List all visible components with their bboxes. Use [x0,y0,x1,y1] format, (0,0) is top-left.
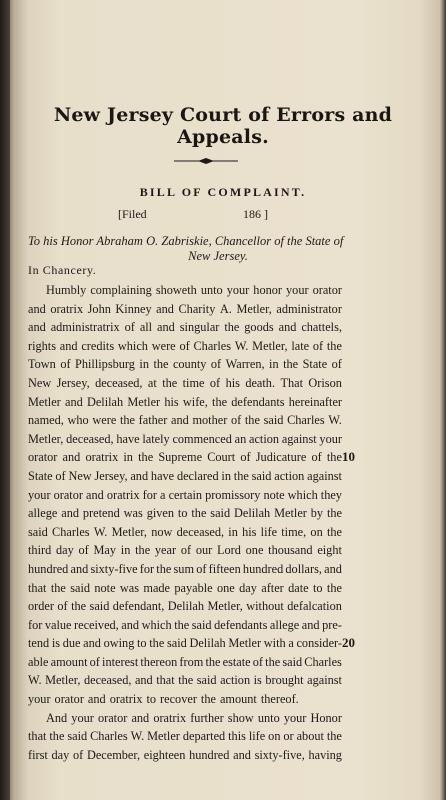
text-line: that the said Charles W. Metler departed this life on or about the [28,729,342,744]
text-line: and oratrix John Kinney and Charity A. Metler, administrator [28,301,342,316]
filed-label: [Filed [118,207,147,221]
text-line: order of the said defendant, Delilah Metler, without defalcation [28,599,342,614]
text-line: State of New Jersey, and have declared in the said action against [28,468,342,483]
text-line: and administratrix of all and singular the goods and chattels, [28,320,342,335]
document-title: New Jersey Court of Errors and Appeals. [53,104,393,148]
text-line: Metler, deceased, have lately commenced an action against your [28,431,342,446]
text-line: your orator and oratrix to recover the amount thereof. [28,692,299,707]
text-line: allege and pretend was given to the said Delilah Metler by the [28,506,342,521]
text-line: first day of December, eighteen hundred and sixty-five, having [28,747,342,762]
text-line: named, who were the father and mother of the said Charles W. [28,413,342,428]
document-page [28,0,418,800]
address-block [28,234,348,264]
text-line: W. Metler, deceased, and that the said action is brought against [28,673,342,688]
filed-stamp [118,207,268,222]
text-line: that the said note was made payable one day after date to the [28,580,342,595]
text-line: third day of May in the year of our Lord one thousand eight [28,543,342,558]
document-subtitle: BILL OF COMPLAINT. [139,185,307,199]
text-line: Town of Phillipsburg in the county of Warren, in the State of [28,357,342,372]
text-line: New Jersey, deceased, at the time of his death. That Orison [28,375,342,390]
text-line: Humbly complaining showeth unto your honor your orator [46,283,342,297]
court-heading: In Chancery. [28,263,97,277]
text-line: Metler and Delilah Metler his wife, the defendants hereinafter [28,394,342,409]
text-line: your orator and oratrix for a certain promissory note which they [28,487,342,502]
text-line: hundred and sixty-five for the sum of fifteen hundred dollars, and [28,561,342,576]
text-line: tend is due and owing to the said Delilah Metler with a consider- [28,636,342,651]
margin-line-number: 20 [342,635,355,651]
complaint-body [28,281,355,764]
filed-year: 186 ] [243,207,268,221]
text-line: orator and oratrix in the Supreme Court of Judicature of the [28,450,342,465]
text-line: said Charles W. Metler, now deceased, in his life time, on the [28,524,342,539]
title-ornament [174,156,238,166]
address-line-2: New Jersey. [188,249,248,263]
margin-line-number: 10 [342,449,355,465]
book-gutter [0,0,10,800]
text-line: able amount of interest thereon from the estate of the said Charles [28,654,342,669]
text-line: And your orator and oratrix further show unto your Honor [46,710,342,725]
text-line: for value received, and which the said defendants allege and pre- [28,617,342,632]
address-line-1: To his Honor Abraham O. Zabriskie, Chancellor of the State of [28,234,344,248]
text-line: rights and credits which were of Charles W. Metler, late of the [28,338,342,353]
